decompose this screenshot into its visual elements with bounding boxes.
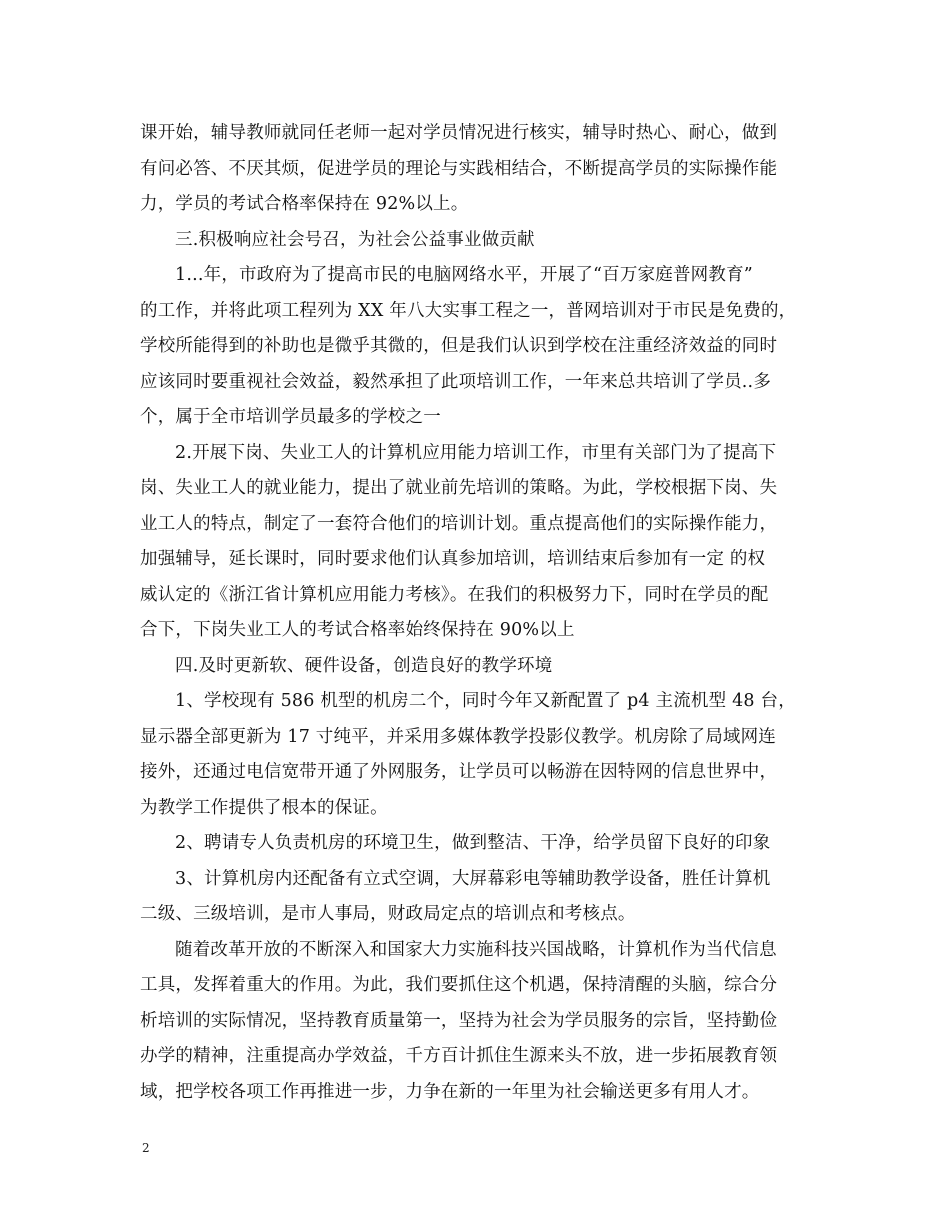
text-line: 个，属于全市培训学员最多的学校之一 [140,407,441,427]
section-heading: 三.积极响应社会号召，为社会公益事业做贡献 [175,229,535,250]
text-line: 威认定的《浙江省计算机应用能力考核》。在我们的积极努力下，同时在学员的配 [140,584,769,605]
text-line: 随着改革开放的不断深入和国家大力实施科技兴国战略，计算机作为当代信息 [175,939,777,960]
page-number: 2 [142,1141,150,1155]
text-line: 学校所能得到的补助也是微乎其微的，但是我们认识到学校在注重经济效益的同时 [140,336,778,356]
text-line: 课开始，辅导教师就同任老师一起对学员情况进行核实，辅导时热心、耐心，做到 [140,123,778,143]
text-line: 有问必答、不厌其烦，促进学员的理论与实践相结合，不断提高学员的实际操作能 [140,158,778,179]
text-line: 加强辅导，延长课时，同时要求他们认真参加培训，培训结束后参加有一定 的权 [140,549,766,569]
text-line: 的工作，并将此项工程列为 XX 年八大实事工程之一，普网培训对于市民是免费的， [140,300,797,321]
text-line: 接外，还通过电信宽带开通了外网服务，让学员可以畅游在因特网的信息世界中， [140,762,778,782]
text-line: 合下，下岗失业工人的考试合格率始终保持在 90%以上 [140,620,575,640]
text-line: 力，学员的考试合格率保持在 92%以上。 [140,194,469,214]
text-line: 析培训的实际情况，坚持教育质量第一，坚持为社会为学员服务的宗旨，坚持勤俭 [140,1010,778,1031]
body-text [140,116,840,1110]
text-line: 应该同时要重视社会效益，毅然承担了此项培训工作，一年来总共培训了学员..多 [140,371,772,392]
text-line: 为教学工作提供了根本的保证。 [140,797,388,818]
text-line: 2、聘请专人负责机房的环境卫生，做到整洁、干净，给学员留下良好的印象 [175,833,771,853]
text-line: 业工人的特点，制定了一套符合他们的培训计划。重点提高他们的实际操作能力， [140,513,778,534]
text-line: 二级、三级培训，是市人事局，财政局定点的培训点和考核点。 [140,904,636,924]
text-line: 域，把学校各项工作再推进一步，力争在新的一年里为社会输送更多有用人才。 [140,1081,760,1102]
text-line: 1、学校现有 586 机型的机房二个，同时今年又新配置了 p4 主流机型 48 台， [175,691,796,711]
text-line: 1...年，市政府为了提高市民的电脑网络水平，开展了“百万家庭普网教育” [175,265,753,285]
text-line: 工具，发挥着重大的作用。为此，我们要抓住这个机遇，保持清醒的头脑，综合分 [140,975,778,995]
text-line: 2.开展下岗、失业工人的计算机应用能力培训工作，市里有关部门为了提高下 [175,442,777,463]
section-heading: 四.及时更新软、硬件设备，创造良好的教学环境 [175,655,553,676]
text-line: 显示器全部更新为 17 寸纯平，并采用多媒体教学投影仪教学。机房除了局域网连 [140,726,776,747]
text-line: 3、计算机房内还配备有立式空调，大屏幕彩电等辅助教学设备，胜任计算机 [175,868,771,889]
text-line: 办学的精神，注重提高办学效益，千方百计抓住生源来头不放，进一步拓展教育领 [140,1046,778,1066]
text-line: 岗、失业工人的就业能力，提出了就业前先培训的策略。为此，学校根据下岗、失 [140,478,778,498]
